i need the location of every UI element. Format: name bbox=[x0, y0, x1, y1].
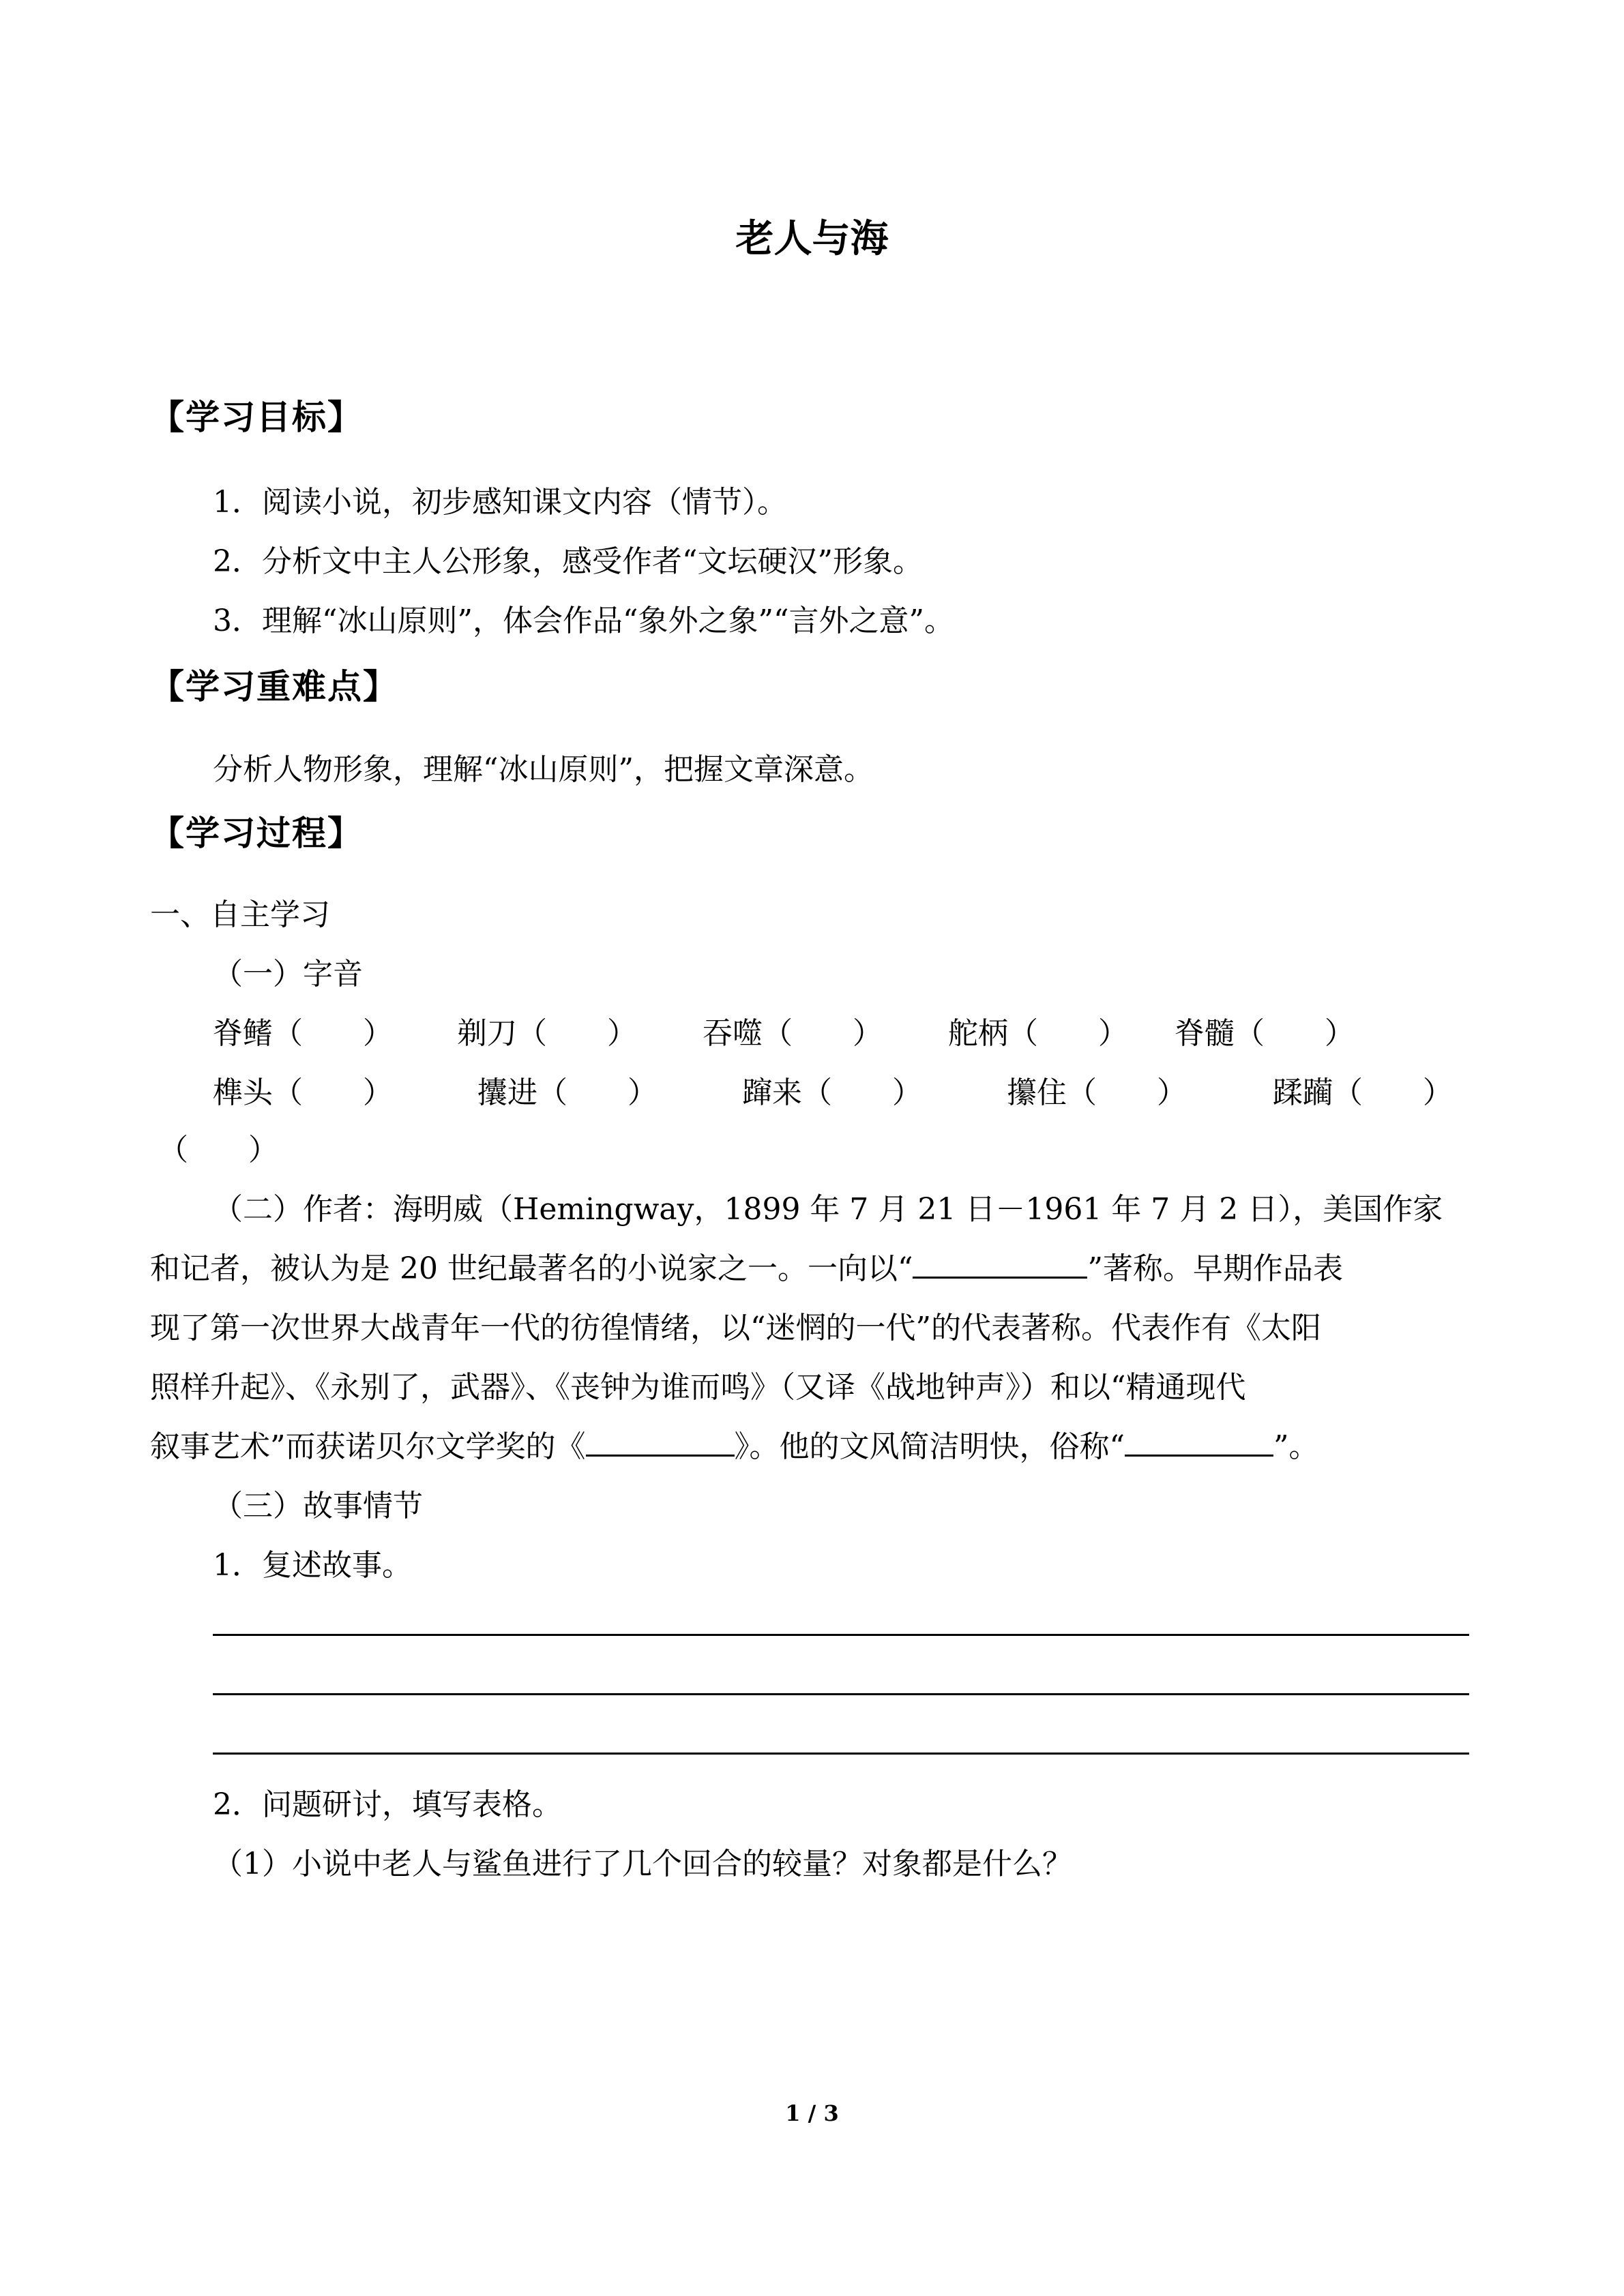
focus-text: 分析人物形象，理解“冰山原则”，把握文章深意。 bbox=[213, 752, 874, 787]
author-line-2 bbox=[150, 1244, 1343, 1287]
section-heading-goals: 【学习目标】 bbox=[150, 398, 363, 437]
fill-blank-3[interactable] bbox=[1125, 1425, 1273, 1457]
page-number: 1 / 3 bbox=[785, 2100, 839, 2126]
pron-item: 剃刀（ ） bbox=[457, 1016, 637, 1051]
author-text: 叙事艺术”而获诺贝尔文学奖的《 bbox=[150, 1429, 586, 1464]
fill-blank-1[interactable] bbox=[913, 1247, 1087, 1279]
answer-line[interactable] bbox=[213, 1693, 1469, 1695]
goal-item-3: 3．理解“冰山原则”，体会作品“象外之象”“言外之意”。 bbox=[213, 603, 954, 638]
pron-item: （ ） bbox=[158, 1133, 278, 1167]
author-line-1: （二）作者：海明威（Hemingway，1899 年 7 月 21 日－1961 年 7 月 2 日），美国作家 bbox=[213, 1192, 1443, 1227]
pron-item: 舵柄（ ） bbox=[948, 1016, 1128, 1051]
author-text: 》。他的文风简洁明快，俗称“ bbox=[734, 1429, 1125, 1464]
pron-item: 攮进（ ） bbox=[477, 1075, 658, 1110]
subheading-pronunciation: （一）字音 bbox=[213, 957, 363, 992]
pron-item: 攥住（ ） bbox=[1007, 1075, 1187, 1110]
answer-line[interactable] bbox=[213, 1753, 1469, 1755]
author-line-5 bbox=[150, 1422, 1319, 1465]
question-retell: 1．复述故事。 bbox=[213, 1548, 412, 1583]
fill-blank-2[interactable] bbox=[586, 1425, 735, 1457]
pron-item: 榫头（ ） bbox=[213, 1075, 393, 1110]
author-line-3: 现了第一次世界大战青年一代的彷徨情绪，以“迷惘的一代”的代表著称。代表作有《太阳 bbox=[150, 1311, 1321, 1345]
author-line-4: 照样升起》、《永别了，武器》、《丧钟为谁而鸣》（又译《战地钟声》）和以“精通现代 bbox=[150, 1370, 1246, 1405]
page-title: 老人与海 bbox=[735, 216, 889, 261]
author-text: ”著称。早期作品表 bbox=[1087, 1251, 1343, 1286]
answer-line[interactable] bbox=[213, 1634, 1469, 1636]
pron-item: 蹿来（ ） bbox=[742, 1075, 922, 1110]
section-heading-process: 【学习过程】 bbox=[150, 814, 363, 853]
section-heading-focus: 【学习重难点】 bbox=[150, 667, 398, 706]
question-discussion: 2．问题研讨，填写表格。 bbox=[213, 1787, 562, 1822]
pron-item: 脊鳍（ ） bbox=[213, 1016, 393, 1051]
pron-item: 蹂躏（ ） bbox=[1273, 1075, 1453, 1110]
author-text: ”。 bbox=[1273, 1429, 1319, 1464]
author-text: 和记者，被认为是 20 世纪最著名的小说家之一。一向以“ bbox=[150, 1251, 913, 1286]
question-rounds: （1）小说中老人与鲨鱼进行了几个回合的较量？对象都是什么？ bbox=[213, 1847, 1072, 1881]
part-heading-self-study: 一、自主学习 bbox=[150, 897, 330, 932]
pron-item: 吞噬（ ） bbox=[703, 1016, 883, 1051]
goal-item-2: 2．分析文中主人公形象，感受作者“文坛硬汉”形象。 bbox=[213, 544, 923, 579]
subheading-story: （三）故事情节 bbox=[213, 1489, 423, 1523]
pron-item: 脊髓（ ） bbox=[1175, 1016, 1355, 1051]
goal-item-1: 1．阅读小说，初步感知课文内容（情节）。 bbox=[213, 485, 787, 520]
